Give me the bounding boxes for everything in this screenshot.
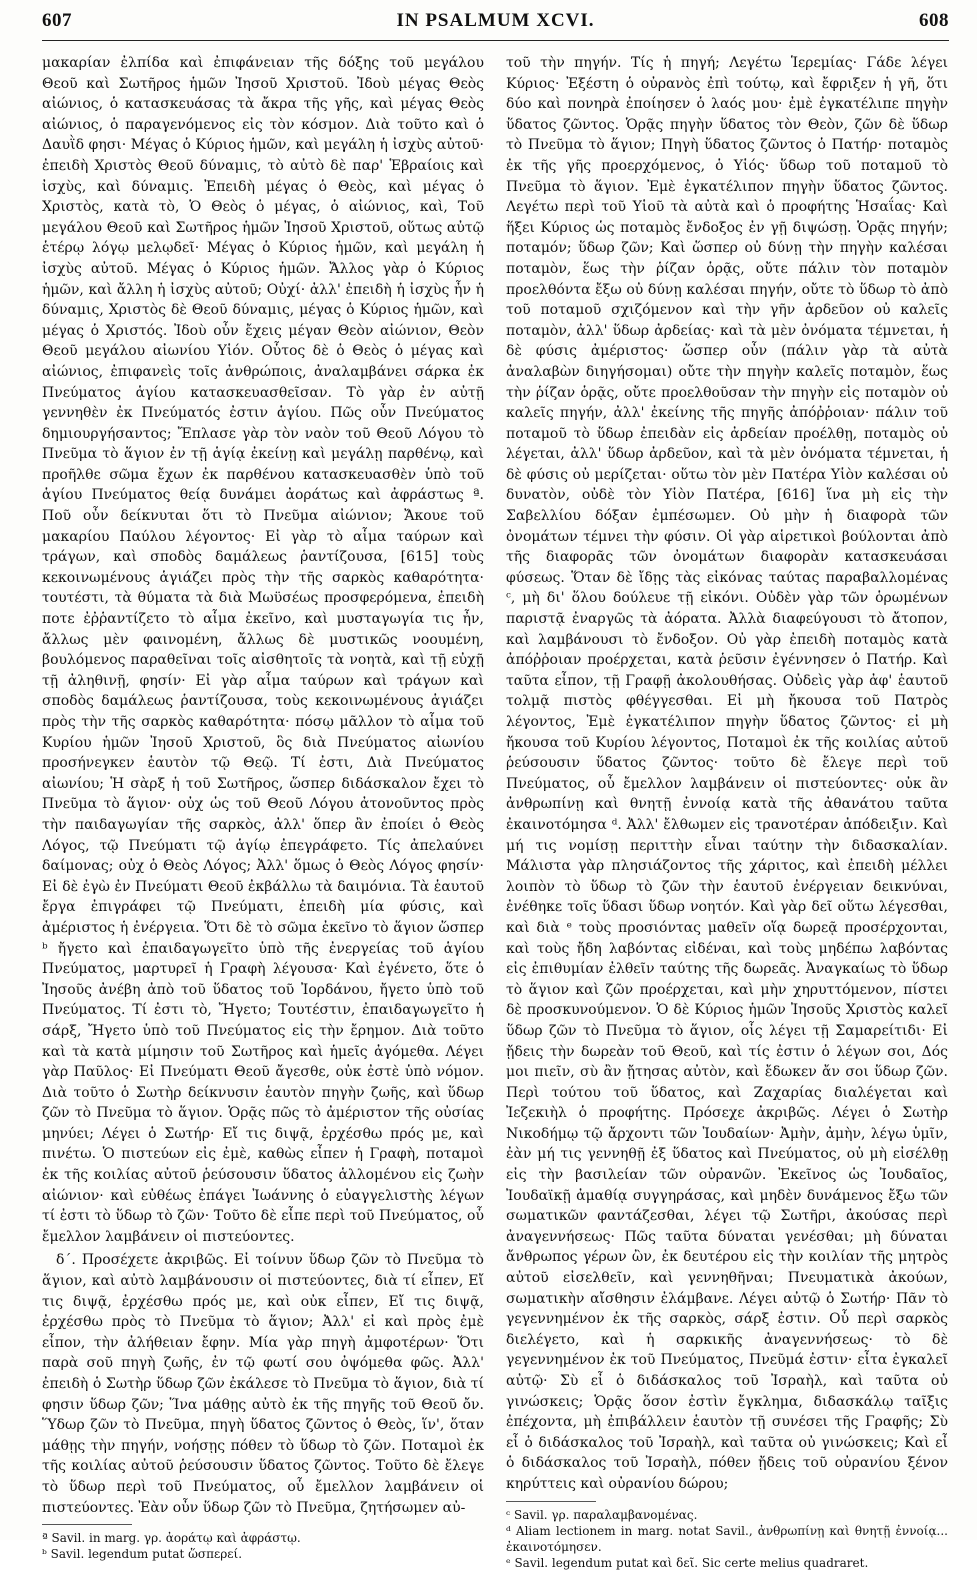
footnote: ᵈ Aliam lectionem in marg. notat Savil., ἀνθρωπίνῃ καὶ θνητῇ ἐννοίᾳ... ἐκαινοτόμησεν. (506, 1523, 948, 1554)
page-number-left: 607 (42, 10, 72, 31)
footnote: ᶜ Savil. γρ. παραλαμβανομένας. (506, 1507, 698, 1522)
footnote: ᵇ Savil. legendum putat ὥσπερεί. (42, 1547, 243, 1562)
footnote-rule-right (506, 1501, 596, 1502)
footnote-rule-left (42, 1524, 132, 1525)
footnotes-right (506, 1507, 948, 1571)
left-column (42, 53, 484, 1571)
left-paragraph-1: μακαρίαν ἐλπίδα καὶ ἐπιφάνειαν τῆς δόξης τοῦ μεγάλου Θεοῦ καὶ Σωτῆρος ἡμῶν Ἰησοῦ Χριστοῦ. Ἰδοὺ μέγας Θεὸς αἰώνιος, ὁ κατασκευάσας τὰ ἄκρα τῆς γῆς, καὶ μέγας Θεὸς αἰώνιος, ὁ παραγενόμενος εἰς τὸν κόσμον. Διὰ τοῦτο καὶ ὁ Δαυῒδ φησι· Μέγας ὁ Κύριος ἡμῶν, καὶ μεγάλη ἡ ἰσχὺς αὐτοῦ· ἐπειδὴ Χριστὸς Θεοῦ δύναμις, τὸ αὐτὸ δὲ παρ' Ἑβραίοις καὶ ἰσχὺς, καὶ δύναμις. Ἐπειδὴ μέγας ὁ Θεὸς, καὶ μέγας ὁ Χριστὸς, κατὰ τὸ, Ὁ Θεὸς ὁ μέγας, ὁ αἰώνιος, καὶ, Τοῦ μεγάλου Θεοῦ καὶ Σωτῆρος ἡμῶν Ἰησοῦ Χριστοῦ, οὕτως αὐτῷ ἑτέρῳ λόγῳ μελῳδεῖ· Μέγας ὁ Κύριος ἡμῶν, καὶ μεγάλη ἡ ἰσχὺς αὐτοῦ. Μέγας ὁ Κύριος ἡμῶν. Ἄλλος γὰρ ὁ Κύριος ἡμῶν, καὶ ἄλλη ἡ ἰσχὺς αὐτοῦ; Οὐχί· ἀλλ' ἐπειδὴ ἡ ἰσχὺς ἦν ἡ δύναμις, Χριστὸς δὲ Θεοῦ δύναμις, μέγας ὁ Κύριος ἡμῶν, καὶ μέγας ὁ Χριστός. Ἰδοὺ οὖν ἔχεις μέγαν Θεὸν αἰώνιον, Θεὸν Θεοῦ μεγάλου αἰωνίου Υἱόν. Οὗτος δὲ ὁ Θεὸς ὁ μέγας καὶ αἰώνιος, ἐπιφανεὶς τοῖς ἀνθρώποις, ἀναλαμβάνει σάρκα ἐκ Πνεύματος ἁγίου κατασκευασθεῖσαν. Τὸ γὰρ ἐν αὐτῇ γεννηθὲν ἐκ Πνεύματός ἐστιν ἁγίου. Πῶς οὖν Πνεύματος δημιουργήσαντος; Ἔπλασε γὰρ τὸν ναὸν τοῦ Θεοῦ Λόγου τὸ Πνεῦμα τὸ ἅγιον ἐν τῇ ἁγίᾳ ἐκείνῃ καὶ μεγάλῃ παρθένῳ, καὶ προῆλθε σῶμα ἔχων ἐκ παρθένου κατασκευασθὲν ὑπὸ τοῦ ἁγίου Πνεύματος θείᾳ δυνάμει ἀοράτως καὶ ἀφράστως ª. Ποῦ οὖν δείκνυται ὅτι τὸ Πνεῦμα αἰώνιον; Ἄκουε τοῦ μακαρίου Παύλου λέγοντος· Εἰ γὰρ τὸ αἷμα ταύρων καὶ τράγων, καὶ σποδὸς δαμάλεως ῥαντίζουσα, [615] τοὺς κεκοινωμένους ἁγιάζει πρὸς τὴν τῆς σαρκὸς καθαρότητα· τουτέστι, τὰ θύματα τὰ διὰ Μωϋσέως προσφερόμενα, ἐπειδὴ ποτε ἐῤῥαντίζετο τὸ αἷμα ἐκεῖνο, καὶ μυσταγωγία τις ἦν, ἄλλως μὲν φαινομένη, ἄλλως δὲ μυστικῶς νοουμένη, βουλόμενος παραθεῖναι τοῖς αἰσθητοῖς τὰ νοητὰ, καὶ τῇ εὐχῇ τῇ ἀληθινῇ, φησίν· Εἰ γὰρ αἷμα ταύρων καὶ τράγων καὶ σποδὸς δαμάλεως ῥαντίζουσα, τοὺς κεκοινωμένους ἁγιάζει πρὸς τὴν τῆς σαρκὸς καθαρότητα· πόσῳ μᾶλλον τὸ αἷμα τοῦ Κυρίου ἡμῶν Ἰησοῦ Χριστοῦ, ὃς διὰ Πνεύματος αἰωνίου προσήνεγκεν ἑαυτὸν τῷ Θεῷ. Τί ἐστι, Διὰ Πνεύματος αἰωνίου; Ἡ σὰρξ ἡ τοῦ Σωτῆρος, ὥσπερ διδάσκαλον ἔχει τὸ Πνεῦμα τὸ ἅγιον· οὐχ ὡς τοῦ Θεοῦ Λόγου ἀτονοῦντος πρὸς τὴν παιδαγωγίαν τῆς σαρκὸς, ἀλλ' ὅπερ ἂν ἐποίει ὁ Θεὸς Λόγος, τῷ Πνεύματι τῷ ἁγίῳ ἐπεγράφετο. Τίς ἀπελαύνει δαίμονας; οὐχ ὁ Θεὸς Λόγος; Ἀλλ' ὅμως ὁ Θεὸς Λόγος φησίν· Εἰ δὲ ἐγὼ ἐν Πνεύματι Θεοῦ ἐκβάλλω τὰ δαιμόνια. Τὰ ἑαυτοῦ ἔργα ἐπιγράφει τῷ Πνεύματι, ἐπειδὴ μία φύσις, καὶ ἀμέριστος ἡ ἐνέργεια. Ὅτι δὲ τὸ σῶμα ἐκεῖνο τὸ ἅγιον ὥσπερ ᵇ ἤγετο καὶ ἐπαιδαγωγεῖτο ὑπὸ τῆς ἐνεργείας τοῦ ἁγίου Πνεύματος, μαρτυρεῖ ἡ Γραφὴ λέγουσα· Καὶ ἐγένετο, ὅτε ὁ Ἰησοῦς ἀνέβη ἀπὸ τοῦ ὕδατος τοῦ Ἰορδάνου, ἤγετο ὑπὸ τοῦ Πνεύματος. Τί ἐστι τὸ, Ἤγετο; Τουτέστιν, ἐπαιδαγωγεῖτο ἡ σάρξ, Ἤγετο ὑπὸ τοῦ Πνεύματος εἰς τὴν ἔρημον. Διὰ τοῦτο καὶ τὰ κατὰ μίμησιν τοῦ Σωτῆρος καὶ ἡμεῖς ἀγόμεθα. Λέγει γὰρ Παῦλος· Εἰ Πνεύματι Θεοῦ ἄγεσθε, οὐκ ἐστὲ ὑπὸ νόμον. Διὰ τοῦτο ὁ Σωτὴρ δείκνυσιν ἑαυτὸν πηγὴν ζωῆς, καὶ ὕδωρ ζῶν τὸ Πνεῦμα τὸ ἅγιον. Ὁρᾷς πῶς τὸ ἀμέριστον τῆς οὐσίας μηνύει; Λέγει ὁ Σωτήρ· Εἴ τις διψᾷ, ἐρχέσθω πρός με, καὶ πινέτω. Ὁ πιστεύων εἰς ἐμὲ, καθὼς εἶπεν ἡ Γραφὴ, ποταμοὶ ἐκ τῆς κοιλίας αὐτοῦ ῥεύσουσιν ὕδατος ἁλλομένου εἰς ζωὴν αἰώνιον· καὶ εὐθέως ἐπάγει Ἰωάννης ὁ εὐαγγελιστὴς λέγων τί ἐστι τὸ ὕδωρ τὸ ζῶν· Τοῦτο δὲ εἶπε περὶ τοῦ Πνεύματος, οὗ ἔμελλον λαμβάνειν οἱ πιστεύοντες. (42, 55, 484, 1245)
right-paragraph-1: τοῦ τὴν πηγήν. Τίς ἡ πηγή; Λεγέτω Ἱερεμίας· Γάδε λέγει Κύριος· Ἐξέστη ὁ οὐρανὸς ἐπὶ τούτῳ, καὶ ἔφριξεν ἡ γῆ, ὅτι δύο καὶ πονηρὰ ἐποίησεν ὁ λαός μου· ἐμὲ ἐγκατέλιπε πηγὴν ὕδατος ζῶντος. Ὁρᾷς πηγὴν ὕδατος τὸν Θεὸν, ζῶν δὲ ὕδωρ τὸ Πνεῦμα τὸ ἅγιον; Πηγὴ ὕδατος ζῶντος ὁ Πατήρ· ποταμὸς ἐκ τῆς γῆς προερχόμενος, ὁ Υἱός· ὕδωρ τοῦ ποταμοῦ τὸ Πνεῦμα τὸ ἅγιον. Ἐμὲ ἐγκατέλιπον πηγὴν ὕδατος ζῶντος. Λεγέτω περὶ τοῦ Υἱοῦ τὰ αὐτὰ καὶ ὁ προφήτης Ἡσαΐας· Καὶ ἥξει Κύριος ὡς ποταμὸς ἔνδοξος ἐν γῇ διψώσῃ. Ὁρᾷς πηγήν; ποταμόν; ὕδωρ ζῶν; Καὶ ὥσπερ οὐ δύνῃ τὴν πηγὴν καλέσαι ποταμὸν, ἕως τὴν ῥίζαν ὁρᾷς, οὔτε πάλιν τὸν ποταμὸν προελθόντα ἔξω οὐ δύνῃ καλέσαι πηγήν, οὔτε τὸ ὕδωρ τὸ ἀπὸ τοῦ ποταμοῦ σχιζόμενον καὶ τὴν γῆν ἀρδεῦον οὐ καλεῖς ποταμὸν, ἀλλ' ὕδωρ ἀρδείας· καὶ τὰ μὲν ὀνόματα τέμνεται, ἡ δὲ φύσις ἀμέριστος· ὥσπερ οὖν (πάλιν γὰρ τὰ αὐτὰ ἀναλαβὼν διηγήσομαι) οὔτε τὴν πηγὴν καλεῖς ποταμὸν, ἕως τὴν ῥίζαν ὁρᾷς, οὔτε προελθοῦσαν τὴν πηγὴν εἰς ποταμὸν οὐ καλεῖς πηγήν, ἀλλ' ἐκείνης τῆς πηγῆς ἀπόῤῥοιαν· πάλιν τοῦ ποταμοῦ τὸ ὕδωρ ἐπειδὰν εἰς ἀρδείαν προέλθῃ, ποταμὸς οὐ λέγεται, ἀλλ' ὕδωρ ἀρδεῦον, καὶ τὰ μὲν ὀνόματα τέμνεται, ἡ δὲ φύσις οὐ μερίζεται· οὕτω τὸν μὲν Πατέρα Υἱὸν καλέσαι οὐ δυνατὸν, οὐδὲ τὸν Υἱὸν Πατέρα, [616] ἵνα μὴ εἰς τὴν Σαβελλίου δόξαν ἐμπέσωμεν. Οὐ μὴν ἡ διαφορὰ τῶν ὀνομάτων τέμνει τὴν φύσιν. Οἱ γὰρ αἱρετικοὶ βούλονται ἀπὸ τῆς διαφορᾶς τῶν ὀνομάτων διαφορὰν κατασκευάσαι φύσεως. Ὅταν δὲ ἴδῃς τὰς εἰκόνας ταύτας παραβαλλομένας ᶜ, μὴ δι' ὅλου δούλευε τῇ εἰκόνι. Οὐδὲν γὰρ τῶν ὁρωμένων παριστᾷ ἐναργῶς τὰ ἀόρατα. Ἀλλὰ διαφεύγουσι τὸ ἄτοπον, καὶ λαμβάνουσι τὸ ἔνδοξον. Οὐ γὰρ ἐπειδὴ ποταμὸς κατὰ ἀπόῤῥοιαν προέρχεται, κατὰ ῥεῦσιν ἐγέννησεν ὁ Πατήρ. Καὶ ταῦτα εἶπον, τῇ Γραφῇ ἀκολουθήσας. Οὐδεὶς γὰρ ἀφ' ἑαυτοῦ τολμᾷ πιστὸς φθέγγεσθαι. Εἰ μὴ ἤκουσα τοῦ Πατρὸς λέγοντος, Ἐμὲ ἐγκατέλιπον πηγὴν ὕδατος ζῶντος· εἰ μὴ ἤκουσα τοῦ Κυρίου λέγοντος, Ποταμοὶ ἐκ τῆς κοιλίας αὐτοῦ ῥεύσουσιν ὕδατος ζῶντος· τοῦτο δὲ ἔλεγε περὶ τοῦ Πνεύματος, οὗ ἔμελλον λαμβάνειν οἱ πιστεύοντες· οὐκ ἂν ἀνθρωπίνῃ καὶ θνητῇ ἐννοίᾳ κατὰ τῆς ἀθανάτου ταῦτα ἐκαινοτόμησα ᵈ. Ἀλλ' ἔλθωμεν εἰς τρανοτέραν ἀπόδειξιν. Καὶ μή τις νομίσῃ περιττὴν εἶναι ταύτην τὴν διδασκαλίαν. Μάλιστα γὰρ πλησιάζοντος τῆς χάριτος, καὶ ἐπειδὴ μέλλει λοιπὸν τὸ ὕδωρ τὸ ζῶν τὴν ἑαυτοῦ ἐνέργειαν δεικνύναι, ἐνέθηκε τοῖς ὕδασι ὕδωρ νοητόν. Καὶ γὰρ δεῖ οὕτω λέγεσθαι, καὶ διὰ ᵉ τοὺς προσιόντας μαθεῖν οἵᾳ δωρεᾷ προσέρχονται, καὶ τοὺς ἤδη λαβόντας εἰδέναι, καὶ τοὺς μηδέπω λαβόντας εἰς ἐπιθυμίαν ἐλθεῖν ταύτης τῆς δωρεᾶς. Ἀναγκαίως τὸ ὕδωρ τὸ ἅγιον καὶ ζῶν προέρχεται, καὶ μὴν χηρυττόμενον, πίστει δὲ προσκυνούμενον. Ὁ δὲ Κύριος ἡμῶν Ἰησοῦς Χριστὸς καλεῖ ὕδωρ ζῶν τὸ Πνεῦμα τὸ ἅγιον, οἷς λέγει τῇ Σαμαρείτιδι· Εἰ ᾔδεις τὴν δωρεὰν τοῦ Θεοῦ, καὶ τίς ἐστιν ὁ λέγων σοι, Δός μοι πιεῖν, σὺ ἂν ᾔτησας αὐτὸν, καὶ ἔδωκεν ἄν σοι ὕδωρ ζῶν. Περὶ τούτου τοῦ ὕδατος, καὶ Ζαχαρίας διαλέγεται καὶ Ἰεζεκιὴλ ὁ προφήτης. Πρόσεχε ἀκριβῶς. Λέγει ὁ Σωτὴρ Νικοδήμῳ τῷ ἄρχοντι τῶν Ἰουδαίων· Ἀμὴν, ἀμὴν, λέγω ὑμῖν, ἐὰν μή τις γεννηθῇ ἐξ ὕδατος καὶ Πνεύματος, οὐ μὴ εἰσέλθῃ εἰς τὴν βασιλείαν τῶν οὐρανῶν. Ἐκεῖνος ὡς Ἰουδαῖος, Ἰουδαϊκῇ ἀμαθίᾳ συγγηράσας, καὶ μηδὲν δυνάμενος ἔξω τῶν σωματικῶν φαντάζεσθαι, λέγει τῷ Σωτῆρι, ἀκούσας περὶ ἀναγεννήσεως· Πῶς ταῦτα δύναται γενέσθαι; μὴ δύναται ἄνθρωπος γέρων ὢν, ἐκ δευτέρου εἰς τὴν κοιλίαν τῆς μητρὸς αὐτοῦ εἰσελθεῖν, καὶ γεννηθῆναι; Πνευματικὰ ἀκούων, σωματικὴν αἴσθησιν ἐλάμβανε. Λέγει αὐτῷ ὁ Σωτήρ· Πᾶν τὸ γεγεννημένον ἐκ τῆς σαρκὸς, σάρξ ἐστιν. Οὗ περὶ σαρκὸς διελέγετο, καὶ ἡ σαρκικῆς ἀναγεννήσεως· τὸ δὲ γεγεννημένον ἐκ τοῦ Πνεύματος, Πνεῦμά ἐστιν· εἶτα ἐγκαλεῖ αὐτῷ· Σὺ εἶ ὁ διδάσκαλος τοῦ Ἰσραὴλ, καὶ ταῦτα οὐ γινώσκεις; Ὁρᾷς ὅσον ἐστὶν ἔγκλημα, διδασκάλῳ ταῖξις ἐπέχοντα, μὴ ἐπιβάλλειν ἑαυτὸν τῇ συνέσει τῆς Γραφῆς; Σὺ εἶ ὁ διδάσκαλος τοῦ Ἰσραὴλ, καὶ ταῦτα οὐ γινώσκεις; Καὶ εἶ ὁ διδάσκαλος τοῦ Ἰσραὴλ, πόθεν ᾔδεις τοῦ οὐρανίου ξένον κηρύττεις καὶ οὐρανίου δώρου; (506, 55, 948, 1492)
header-rule (42, 40, 949, 41)
left-paragraph-2: δ΄. Προσέχετε ἀκριβῶς. Εἰ τοίνυν ὕδωρ ζῶν τὸ Πνεῦμα τὸ ἅγιον, καὶ αὐτὸ λαμβάνουσιν οἱ πιστεύοντες, διὰ τί εἶπεν, Εἴ τις διψᾷ, ἐρχέσθω πρός με, καὶ οὐκ εἶπεν, Εἴ τις διψᾷ, ἐρχέσθω πρὸς τὸ Πνεῦμα τὸ ἅγιον; Ἀλλ' εἰ καὶ πρὸς ἐμὲ εἶπον, τὴν ἀλήθειαν ἔφην. Μία γὰρ πηγὴ ἀμφοτέρων· Ὅτι παρὰ σοῦ πηγὴ ζωῆς, ἐν τῷ φωτί σου ὀψόμεθα φῶς. Ἀλλ' ἐπειδὴ ὁ Σωτὴρ ὕδωρ ζῶν ἐκάλεσε τὸ Πνεῦμα τὸ ἅγιον, διὰ τί φησιν ὕδωρ ζῶν; Ἵνα μάθῃς αὐτὸ ἐκ τῆς πηγῆς τοῦ Θεοῦ ὄν. Ὕδωρ ζῶν τὸ Πνεῦμα, πηγὴ ὕδατος ζῶντος ὁ Θεὸς, ἵν', ὅταν μάθῃς τὴν πηγήν, νοήσῃς πόθεν τὸ ὕδωρ τὸ ζῶν. Ποταμοὶ ἐκ τῆς κοιλίας αὐτοῦ ῥεύσουσιν ὕδατος ζῶντος. Τοῦτο δὲ ἔλεγε τὸ ὕδωρ περὶ τοῦ Πνεύματος, οὗ ἔμελλον λαμβάνειν οἱ πιστεύοντες. Ἐὰν οὖν ὕδωρ ζῶν τὸ Πνεῦμα, ζητήσωμεν αὐ- (42, 1252, 484, 1516)
text-columns (42, 53, 949, 1571)
right-column (506, 53, 948, 1571)
footnotes-left (42, 1530, 484, 1562)
running-title: IN PSALMUM XCVI. (396, 10, 595, 31)
footnote: ª Savil. in marg. γρ. ἀοράτῳ καὶ ἀφράστῳ. (42, 1531, 301, 1546)
footnote: ᵉ Savil. legendum putat καὶ δεῖ. Sic certe melius quadraret. (506, 1555, 869, 1570)
page-number-right: 608 (918, 10, 949, 31)
